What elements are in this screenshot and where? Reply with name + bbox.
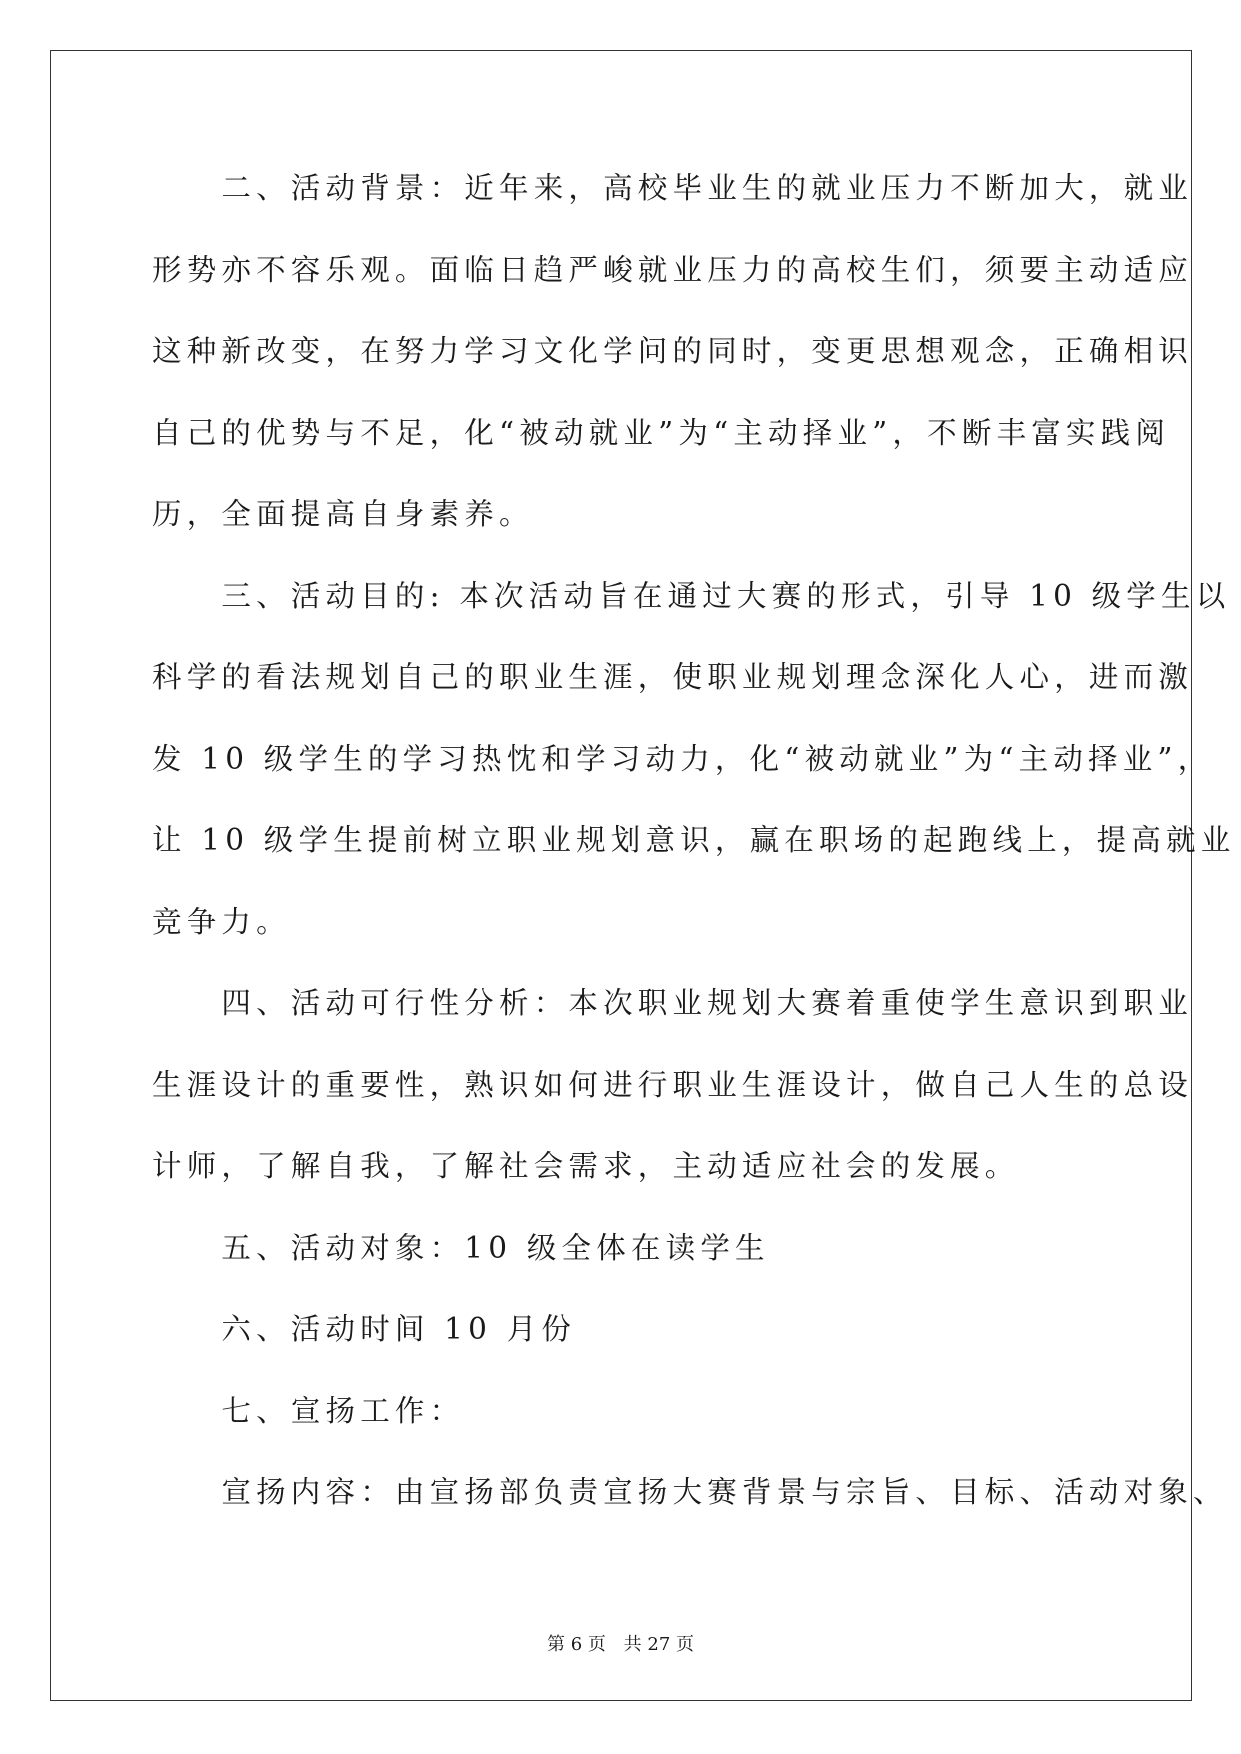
text-line: 让 10 级学生提前树立职业规划意识，赢在职场的起跑线上，提高就业 xyxy=(152,823,1236,857)
text-line: 形势亦不容乐观。面临日趋严峻就业压力的高校生们，须要主动适应 xyxy=(152,252,1194,287)
text-line: 计师，了解自我，了解社会需求，主动适应社会的发展。 xyxy=(152,1149,1020,1183)
document-body xyxy=(152,158,1236,1544)
text-line: 发 10 级学生的学习热忱和学习动力，化“被动就业”为“主动择业”， xyxy=(152,741,1213,776)
text-line: 科学的看法规划自己的职业生涯，使职业规划理念深化人心，进而激 xyxy=(152,660,1194,694)
text-line: 自己的优势与不足，化“被动就业”为“主动择业”，不断丰富实践阅 xyxy=(152,415,1171,450)
text-line: 六、活动时间 10 月份 xyxy=(152,1312,577,1346)
text-line: 七、宣扬工作： xyxy=(152,1393,465,1428)
page-total: 共 27 页 xyxy=(623,1634,694,1655)
text-line: 五、活动对象：10 级全体在读学生 xyxy=(152,1230,770,1265)
text-line: 生涯设计的重要性，熟识如何进行职业生涯设计，做自己人生的总设 xyxy=(152,1067,1194,1102)
text-line: 竞争力。 xyxy=(152,904,291,939)
page-number: 第 6 页 xyxy=(547,1634,606,1655)
text-line: 四、活动可行性分析：本次职业规划大赛着重使学生意识到职业 xyxy=(152,986,1194,1020)
page-footer xyxy=(0,1630,1241,1656)
text-line: 宣扬内容：由宣扬部负责宣扬大赛背景与宗旨、目标、活动对象、 xyxy=(152,1475,1228,1509)
text-line: 三、活动目的: 本次活动旨在通过大赛的形式，引导 10 级学生以 xyxy=(152,578,1231,613)
text-line: 二、活动背景：近年来，高校毕业生的就业压力不断加大，就业 xyxy=(152,171,1194,205)
text-line: 历，全面提高自身素养。 xyxy=(152,497,534,531)
text-line: 这种新改变，在努力学习文化学问的同时，变更思想观念，正确相识 xyxy=(152,334,1194,368)
